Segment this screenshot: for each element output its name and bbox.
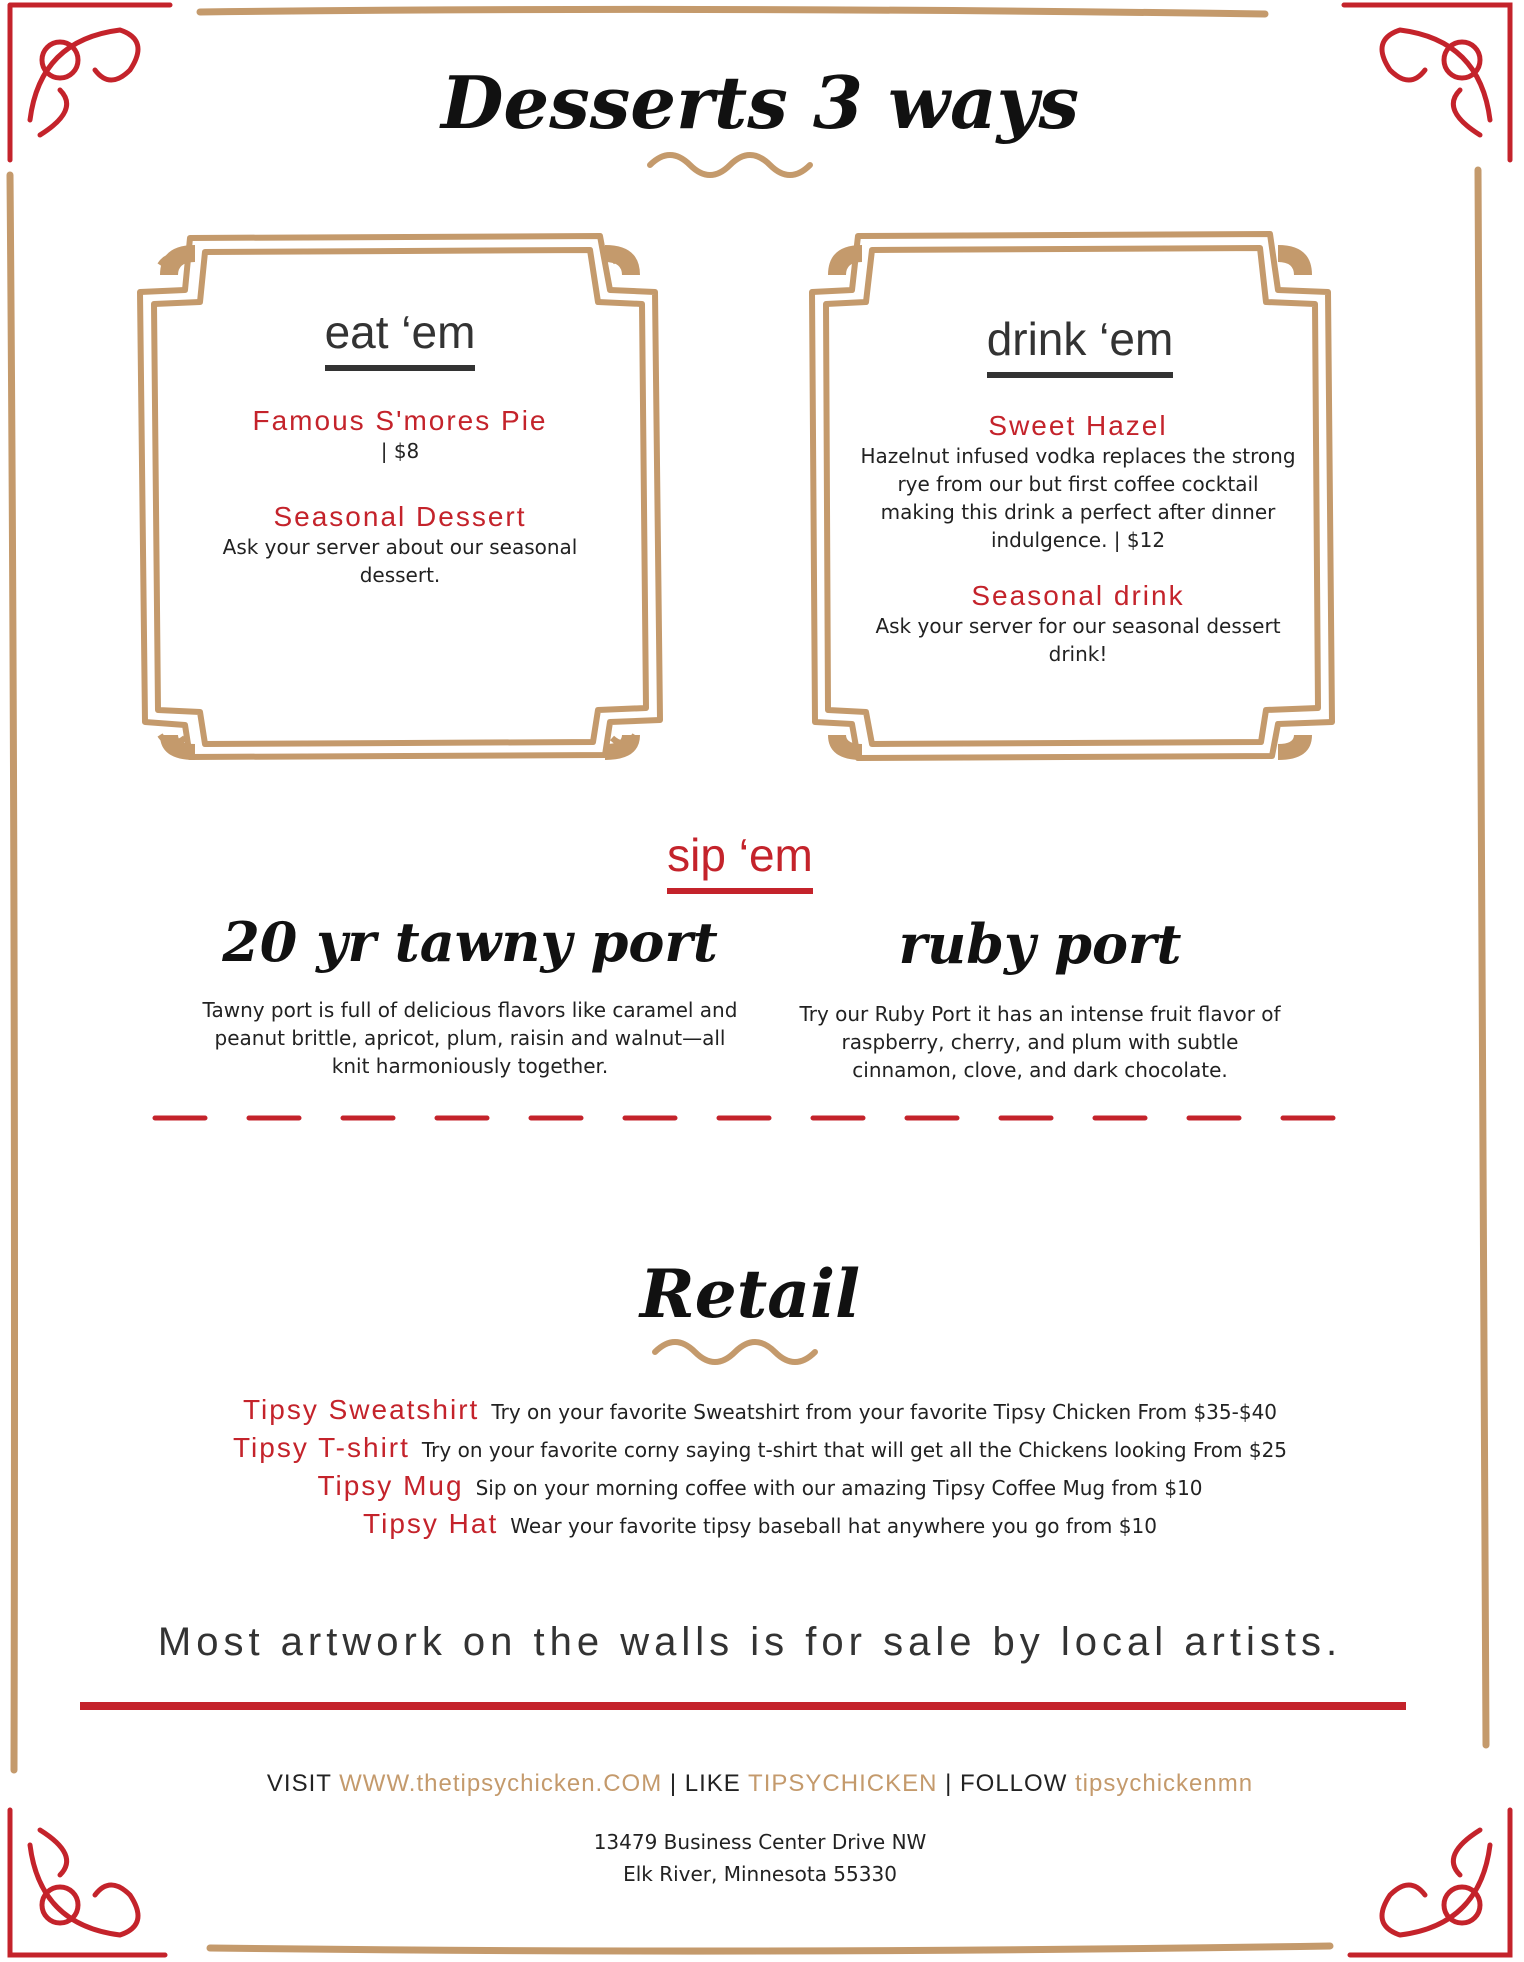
retail-title: Retail (639, 1255, 861, 1333)
menu-item (195, 501, 605, 589)
retail-item-name: Tipsy T-shirt (232, 1432, 410, 1463)
retail-item-desc: Try on your favorite corny saying t-shirt that will get all the Chickens looking From $25 (421, 1438, 1288, 1462)
follow-label: | FOLLOW (945, 1770, 1068, 1797)
item-desc: | $8 (380, 439, 420, 463)
port-item (760, 912, 1320, 1084)
corner-top-left (10, 5, 170, 160)
drink-heading: drink ‘em (987, 312, 1174, 378)
port-name: ruby port (898, 912, 1182, 976)
item-name: Seasonal drink (971, 580, 1185, 611)
retail-item-desc: Try on your favorite Sweatshirt from your favorite Tipsy Chicken From $35-$40 (491, 1400, 1278, 1424)
retail-item (60, 1506, 1460, 1544)
drink-items (858, 410, 1298, 668)
port-desc: Try our Ruby Port it has an intense fruit flavor of raspberry, cherry, and plum with subtle cinnamon, clove, and dark chocolate. (799, 1002, 1281, 1082)
address (360, 1826, 1160, 1890)
item-name: Sweet Hazel (988, 410, 1168, 441)
sip-section (560, 828, 920, 894)
menu-item (858, 580, 1298, 668)
retail-item (60, 1468, 1460, 1506)
address-line: Elk River, Minnesota 55330 (623, 1862, 897, 1886)
item-desc: Ask your server for our seasonal dessert drink! (875, 614, 1281, 666)
corner-bottom-left (10, 1810, 165, 1955)
eat-heading: eat ‘em (325, 305, 476, 371)
item-desc: Ask your server about our seasonal dessert. (222, 535, 578, 587)
port-name: 20 yr tawny port (222, 910, 718, 974)
corner-bottom-right (1350, 1810, 1510, 1955)
drink-section (850, 312, 1310, 378)
facebook-link[interactable]: TIPSYCHICKEN (748, 1770, 938, 1797)
footer-links (60, 1770, 1460, 1798)
item-name: Famous S'mores Pie (252, 405, 548, 436)
item-name: Seasonal Dessert (273, 501, 527, 532)
artwork-note: Most artwork on the walls is for sale by local artists. (157, 1620, 1343, 1664)
sip-heading: sip ‘em (667, 828, 813, 894)
retail-item-name: Tipsy Hat (363, 1508, 499, 1539)
retail-item-desc: Wear your favorite tipsy baseball hat anywhere you go from $10 (510, 1514, 1157, 1538)
instagram-link[interactable]: tipsychickenmn (1075, 1770, 1254, 1797)
retail-item-desc: Sip on your morning coffee with our amazing Tipsy Coffee Mug from $10 (475, 1476, 1203, 1500)
website-link[interactable]: WWW.thetipsychicken.COM (339, 1770, 663, 1797)
corner-top-right (1344, 5, 1510, 160)
menu-item (195, 405, 605, 465)
port-desc: Tawny port is full of delicious flavors like caramel and peanut brittle, apricot, plum, raisin and walnut—all knit harmoniously together. (202, 998, 738, 1078)
like-label: | LIKE (669, 1770, 741, 1797)
eat-section (180, 305, 620, 371)
item-desc: Hazelnut infused vodka replaces the strong rye from our but first coffee cocktail making this drink a perfect after dinner indulgence. | $12 (860, 444, 1296, 552)
menu-item (858, 410, 1298, 554)
retail-item (60, 1430, 1460, 1468)
page-title: Desserts 3 ways (440, 60, 1080, 145)
retail-item-name: Tipsy Mug (317, 1470, 464, 1501)
retail-list (60, 1392, 1460, 1544)
retail-item (60, 1392, 1460, 1430)
visit-label: VISIT (266, 1770, 332, 1797)
port-item (200, 910, 740, 1080)
eat-items (195, 405, 605, 589)
retail-item-name: Tipsy Sweatshirt (242, 1394, 480, 1425)
address-line: 13479 Business Center Drive NW (593, 1830, 927, 1854)
